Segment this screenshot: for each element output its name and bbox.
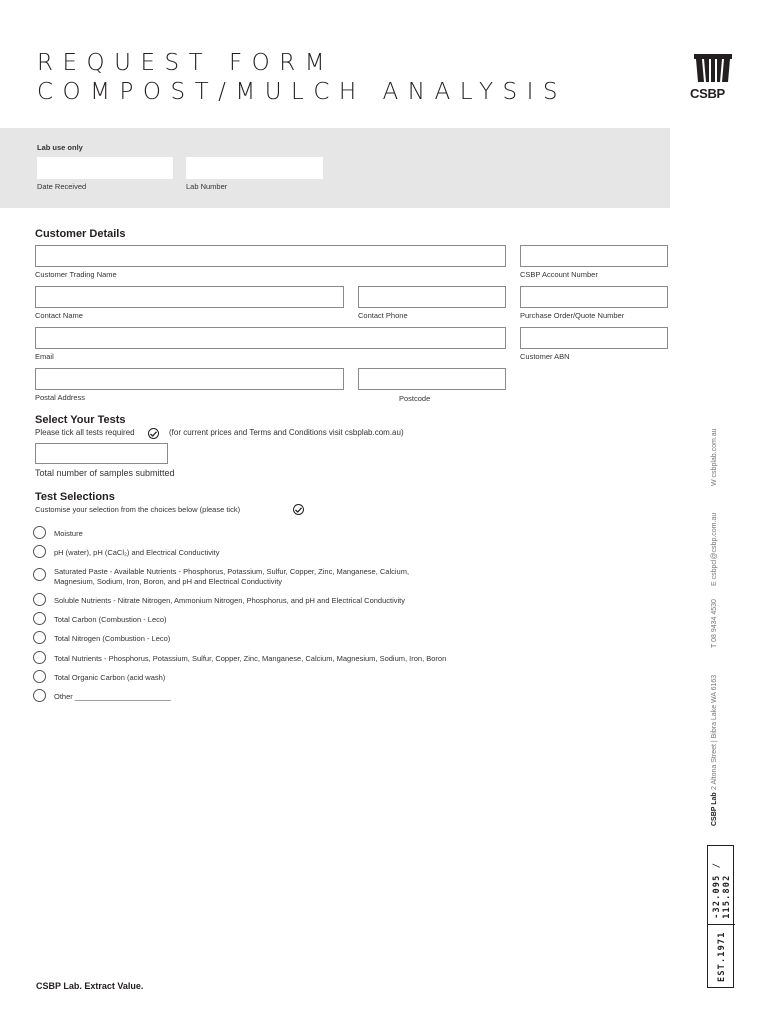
radio-total-nutrients[interactable] [33, 651, 46, 664]
form-title-line2: COMPOST/MULCH ANALYSIS [37, 79, 568, 105]
contact-name-label: Contact Name [35, 311, 83, 320]
postal-address-label: Postal Address [35, 393, 86, 402]
radio-soluble-nutrients[interactable] [33, 593, 46, 606]
account-number-label: CSBP Account Number [520, 270, 598, 279]
select-tests-heading: Select Your Tests [35, 414, 126, 426]
lab-number-field[interactable] [186, 157, 323, 179]
est-stamp [707, 845, 734, 988]
csbp-account-number-field[interactable] [520, 245, 668, 267]
footer-tagline: CSBP Lab. Extract Value. [36, 981, 144, 991]
radio-total-nitrogen[interactable] [33, 631, 46, 644]
option-total-organic-carbon: Total Organic Carbon (acid wash) [54, 673, 166, 682]
contact-phone-field[interactable] [358, 286, 506, 308]
email-field[interactable] [35, 327, 506, 349]
radio-other[interactable] [33, 689, 46, 702]
option-total-nutrients: Total Nutrients - Phosphorus, Potassium, Sulfur, Copper, Zinc, Manganese, Calcium, Magnesium, Sodium, Iron, Boron [54, 654, 447, 663]
side-email: E csbpcl@csbp.com.au [711, 512, 718, 586]
tick-icon [293, 504, 304, 515]
customer-trading-name-field[interactable] [35, 245, 506, 267]
contact-name-field[interactable] [35, 286, 344, 308]
form-title-line1: REQUEST FORM [37, 50, 335, 76]
tick-icon [148, 428, 159, 439]
customer-abn-field[interactable] [520, 327, 668, 349]
test-selections-heading: Test Selections [35, 491, 115, 503]
purchase-order-field[interactable] [520, 286, 668, 308]
date-received-label: Date Received [37, 182, 87, 191]
postal-address-field[interactable] [35, 368, 344, 390]
radio-total-carbon[interactable] [33, 612, 46, 625]
date-received-field[interactable] [37, 157, 173, 179]
contact-phone-label: Contact Phone [358, 311, 408, 320]
side-web: W csbplab.com.au [711, 428, 718, 486]
tests-instruction: Please tick all tests required [35, 428, 135, 437]
radio-total-organic-carbon[interactable] [33, 670, 46, 683]
option-soluble-nutrients: Soluble Nutrients - Nitrate Nitrogen, Ammonium Nitrogen, Phosphorus, and pH and Electrical Conductivity [54, 596, 405, 605]
radio-moisture[interactable] [33, 526, 46, 539]
side-address: 2 Altona Street | Bibra Lake WA 6163 [711, 674, 718, 790]
postcode-field[interactable] [358, 368, 506, 390]
abn-label: Customer ABN [520, 352, 570, 361]
radio-saturated-paste[interactable] [33, 568, 46, 581]
option-saturated-paste-line2: Magnesium, Sodium, Iron, Boron, and pH and Electrical Conductivity [54, 577, 283, 586]
trading-name-label: Customer Trading Name [35, 270, 117, 279]
option-ph-ec: pH (water), pH (CaCl₂) and Electrical Conductivity [54, 548, 220, 557]
logo-wordmark: CSBP [690, 86, 725, 101]
pricing-note: (for current prices and Terms and Conditions visit csbplab.com.au) [169, 428, 404, 437]
customer-details-heading: Customer Details [35, 228, 126, 240]
side-phone: T 08 9434 4530 [711, 599, 718, 648]
option-other: Other _______________________ [54, 692, 171, 701]
lab-use-heading: Lab use only [37, 143, 83, 152]
purchase-order-label: Purchase Order/Quote Number [520, 311, 625, 320]
samples-label: Total number of samples submitted [35, 468, 175, 478]
radio-ph-ec[interactable] [33, 545, 46, 558]
stamp-est: EST.1971 [716, 931, 727, 982]
option-saturated-paste-line1: Saturated Paste - Available Nutrients - Phosphorus, Potassium, Sulfur, Copper, Zinc, Manganese, Calcium, [54, 567, 410, 576]
option-moisture: Moisture [54, 529, 83, 538]
option-total-nitrogen: Total Nitrogen (Combustion - Leco) [54, 634, 171, 643]
email-label: Email [35, 352, 54, 361]
lab-number-label: Lab Number [186, 182, 228, 191]
option-total-carbon: Total Carbon (Combustion - Leco) [54, 615, 167, 624]
selections-instruction: Customise your selection from the choices below (please tick) [35, 505, 241, 514]
stamp-coords: -32.095 / 115.802 [711, 861, 732, 919]
samples-count-field[interactable] [35, 443, 168, 464]
side-lab-name: CSBP Lab [711, 792, 718, 826]
postcode-label: Postcode [399, 394, 431, 403]
